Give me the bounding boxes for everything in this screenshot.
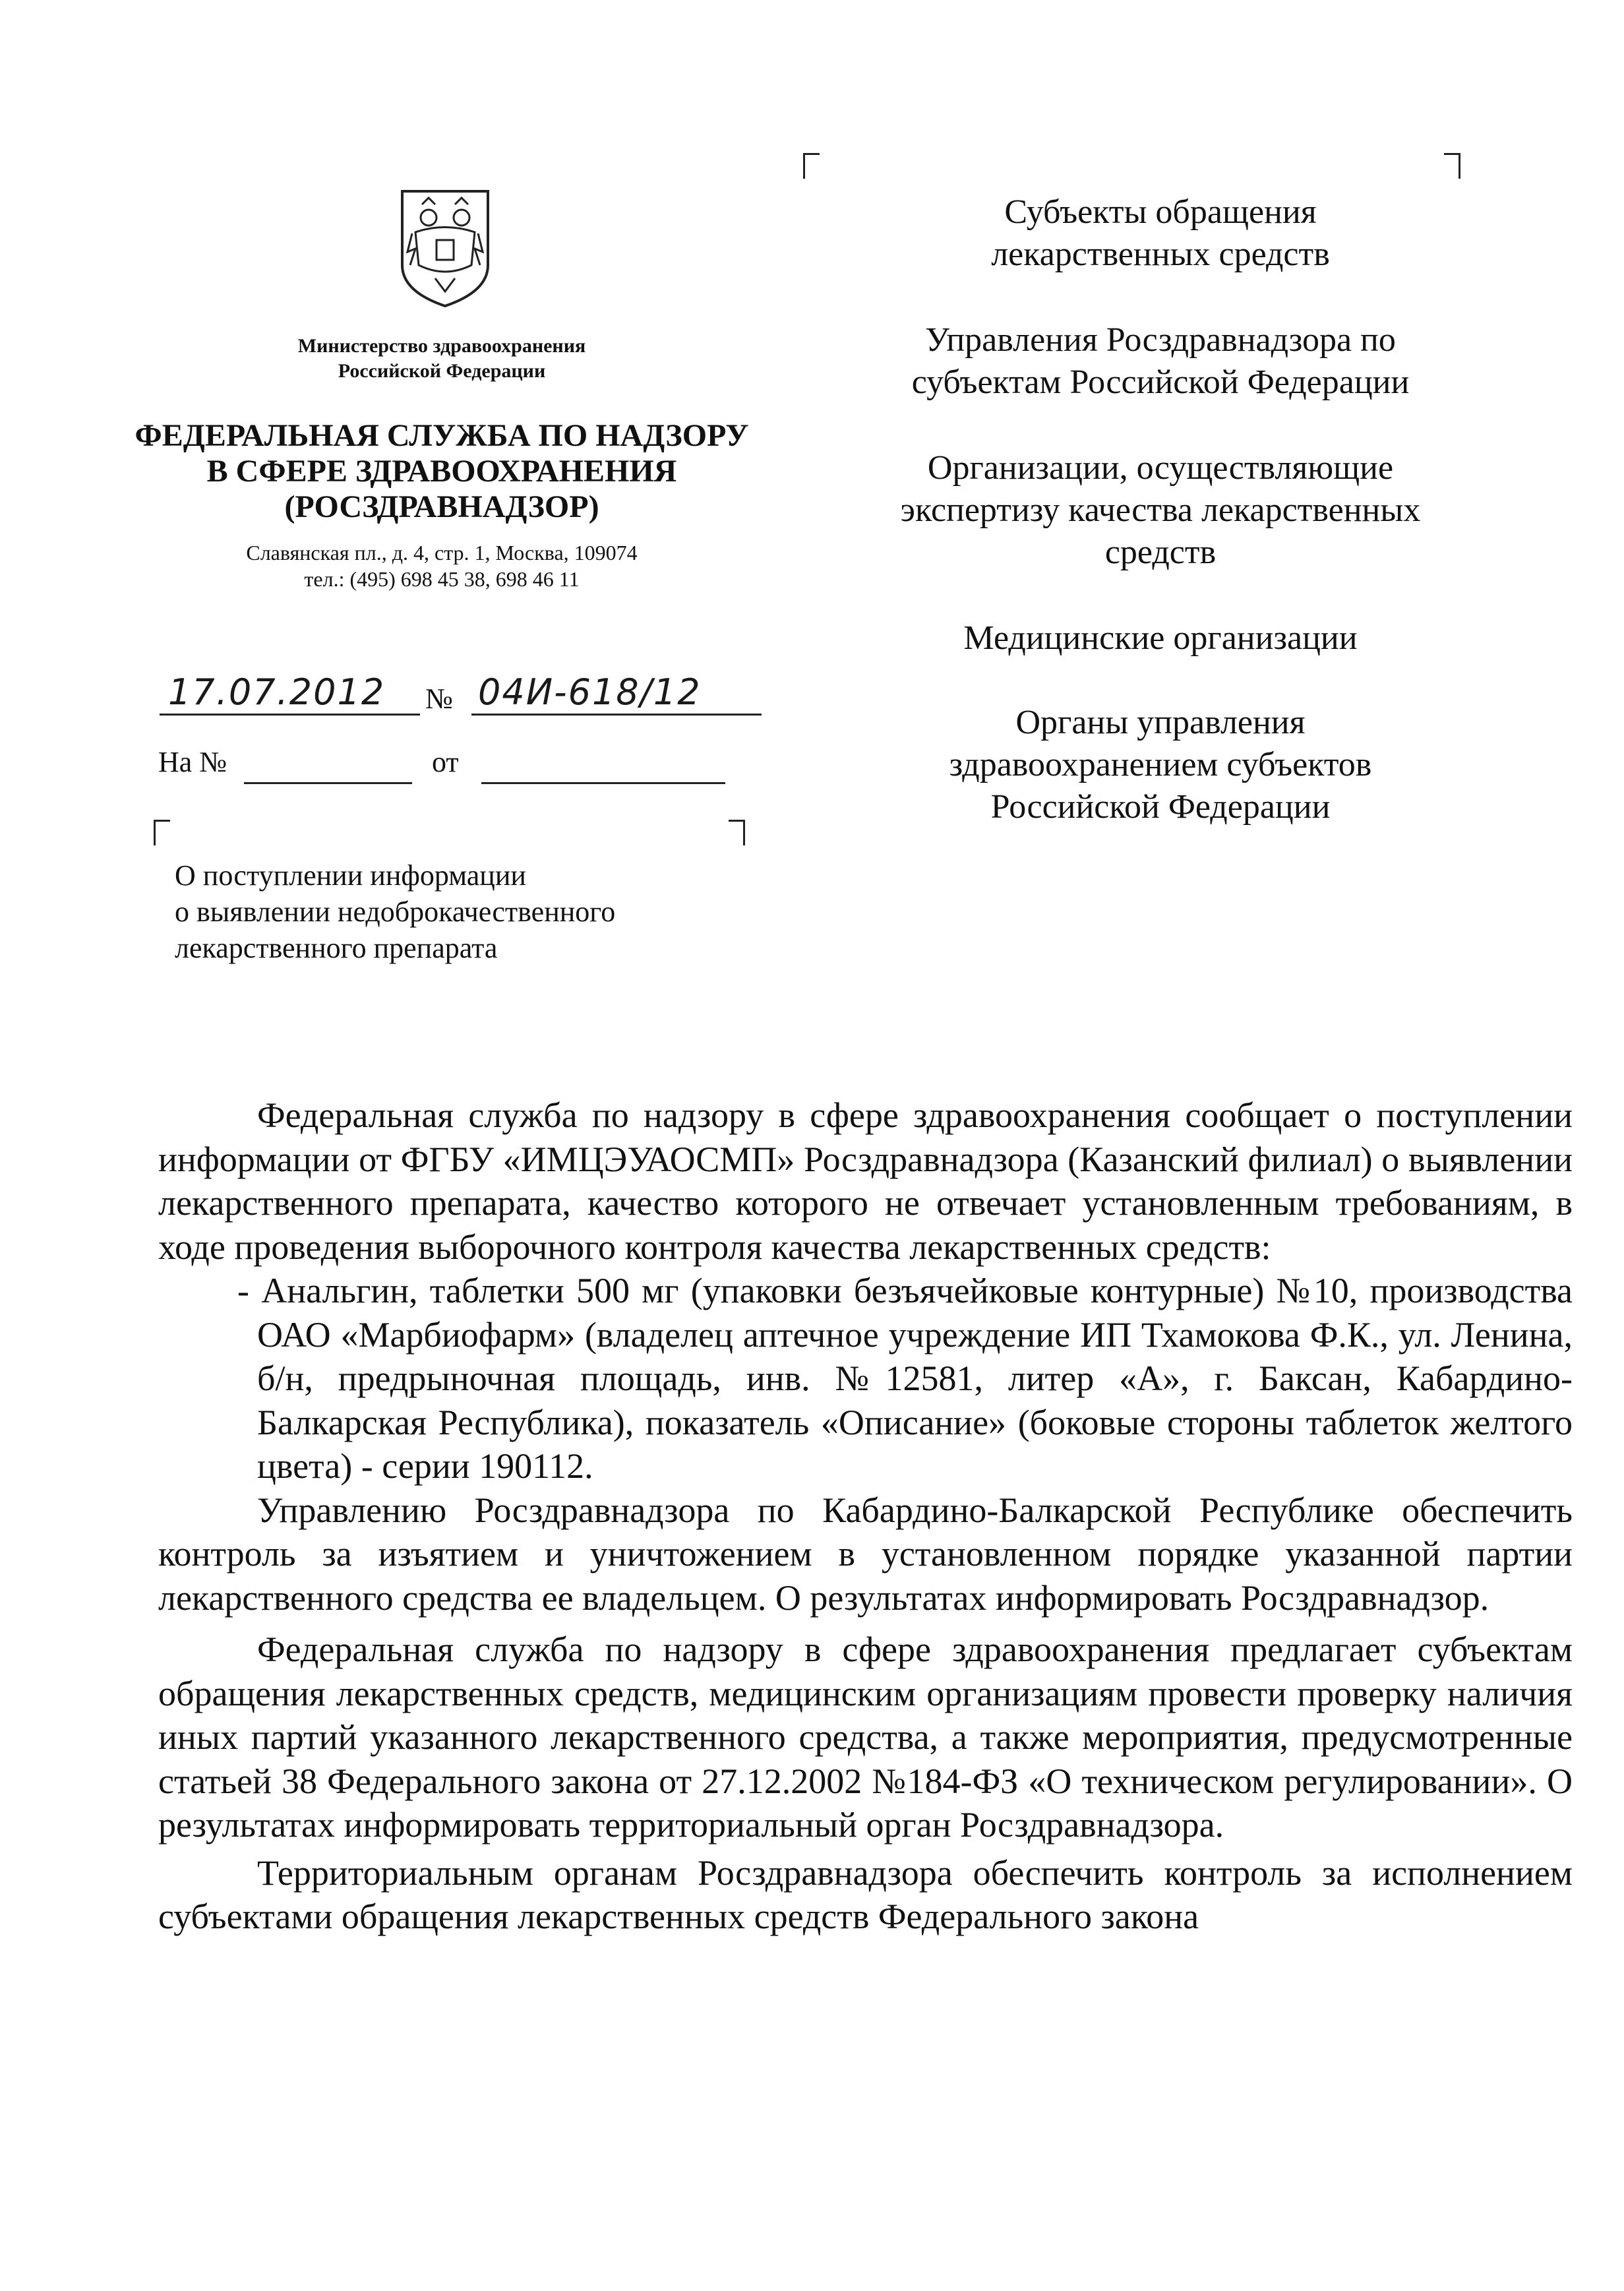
subject-line-1: О поступлении информации (175, 859, 526, 892)
body-paragraph-3: Федеральная служба по надзору в сфере здравоохранения предлагает субъектам обращения лекарственных средств, медицинским организациям провести проверку наличия иных партий указанного лекарственного средства, а также мероприятия, предусмотренные статьей 38 Федерального закона от 27.12.2002 №184-ФЗ «О техническом регулировании». О результатах информировать территориальный орган Росздравнадзора. (158, 1630, 1573, 1845)
recipient-line: средств (1104, 534, 1217, 571)
number-label: № (425, 683, 453, 715)
body-paragraph-1: Федеральная служба по надзору в сфере здравоохранения сообщает о поступлении информации от ФГБУ «ИМЦЭУАОСМП» Росздравнадзора (Казанский филиал) о выявлении лекарственного препарата, качество которого не отвечает установленным требованиям, в ходе проведения выборочного контроля качества лекарственных средств: (158, 1095, 1573, 1267)
emblem-icon (396, 186, 495, 310)
ref-date-line (481, 782, 725, 784)
registration-date: 17.07.2012 (168, 671, 386, 713)
ministry-line-1: Министерство здравоохранения (297, 335, 586, 357)
recipient-health-authorities (811, 702, 1510, 828)
subject-bracket-right (729, 820, 745, 845)
ministry-line-2: Российской Федерации (338, 360, 546, 382)
letter-body (158, 1093, 1573, 1939)
subject-line-2: о выявлении недоброкачественного (175, 896, 616, 928)
recipient-line: Российской Федерации (990, 788, 1331, 826)
recipient-expert-organizations (811, 447, 1510, 574)
recipients-block (811, 191, 1510, 872)
body-paragraph-2: Управлению Росздравнадзора по Кабардино-Балкарской Республике обеспечить контроль за изъятием и уничтожением в установленном порядке указанной партии лекарственного средства ее владельцем. О результатах информировать Росздравнадзор. (158, 1490, 1573, 1618)
address-bracket-left (803, 153, 820, 179)
body-bullet-1: - Анальгин, таблетки 500 мг (упаковки безъячейковые контурные) №10, производства ОАО «Марбиофарм» (владелец аптечное учреждение ИП Тхамокова Ф.К., ул. Ленина, б/н, предрыночная площадь, инв. №12581, литер «А», г. Баксан, Кабардино-Балкарская Республика), показатель «Описание» (боковые стороны таблеток желтого цвета) - серии 190112. (237, 1271, 1573, 1486)
date-underline (160, 714, 420, 716)
recipient-line: Органы управления (1015, 704, 1306, 741)
ref-number-label: На № (158, 746, 227, 778)
recipient-line: Управления Росздравнадзора по (925, 321, 1396, 359)
recipient-line: Медицинские организации (963, 619, 1358, 657)
service-name-line-1: ФЕДЕРАЛЬНАЯ СЛУЖБА ПО НАДЗОРУ (135, 418, 749, 453)
address-bracket-right (1444, 153, 1460, 179)
recipient-line: субъектам Российской Федерации (911, 363, 1410, 401)
ref-number-line (244, 782, 412, 784)
recipient-line: здравоохранением субъектов (949, 746, 1372, 783)
body-paragraph-4: Территориальным органам Росздравнадзора обеспечить контроль за исполнением субъектами обращения лекарственных средств Федерального закона (158, 1852, 1573, 1936)
registration-number: 04И-618/12 (478, 671, 702, 713)
recipient-line: Субъекты обращения (1004, 193, 1317, 231)
recipient-medical-organizations (811, 617, 1510, 659)
recipient-regional-offices (811, 319, 1510, 404)
ref-from-label: от (432, 746, 459, 778)
recipient-drug-subjects (811, 191, 1510, 276)
service-name-line-2: В СФЕРЕ ЗДРАВООХРАНЕНИЯ (206, 454, 677, 489)
address-line: Славянская пл., д. 4, стр. 1, Москва, 109074 (246, 541, 638, 565)
recipient-line: лекарственных средств (991, 235, 1330, 273)
subject-line-3: лекарственного препарата (175, 932, 498, 964)
service-name-line-3: (РОСЗДРАВНАДЗОР) (284, 489, 599, 524)
subject-bracket-left (154, 820, 170, 845)
phone-line: тел.: (495) 698 45 38, 698 46 11 (304, 567, 580, 591)
number-underline (471, 714, 762, 716)
recipient-line: экспертизу качества лекарственных (900, 491, 1421, 529)
recipient-line: Организации, осуществляющие (927, 449, 1394, 487)
